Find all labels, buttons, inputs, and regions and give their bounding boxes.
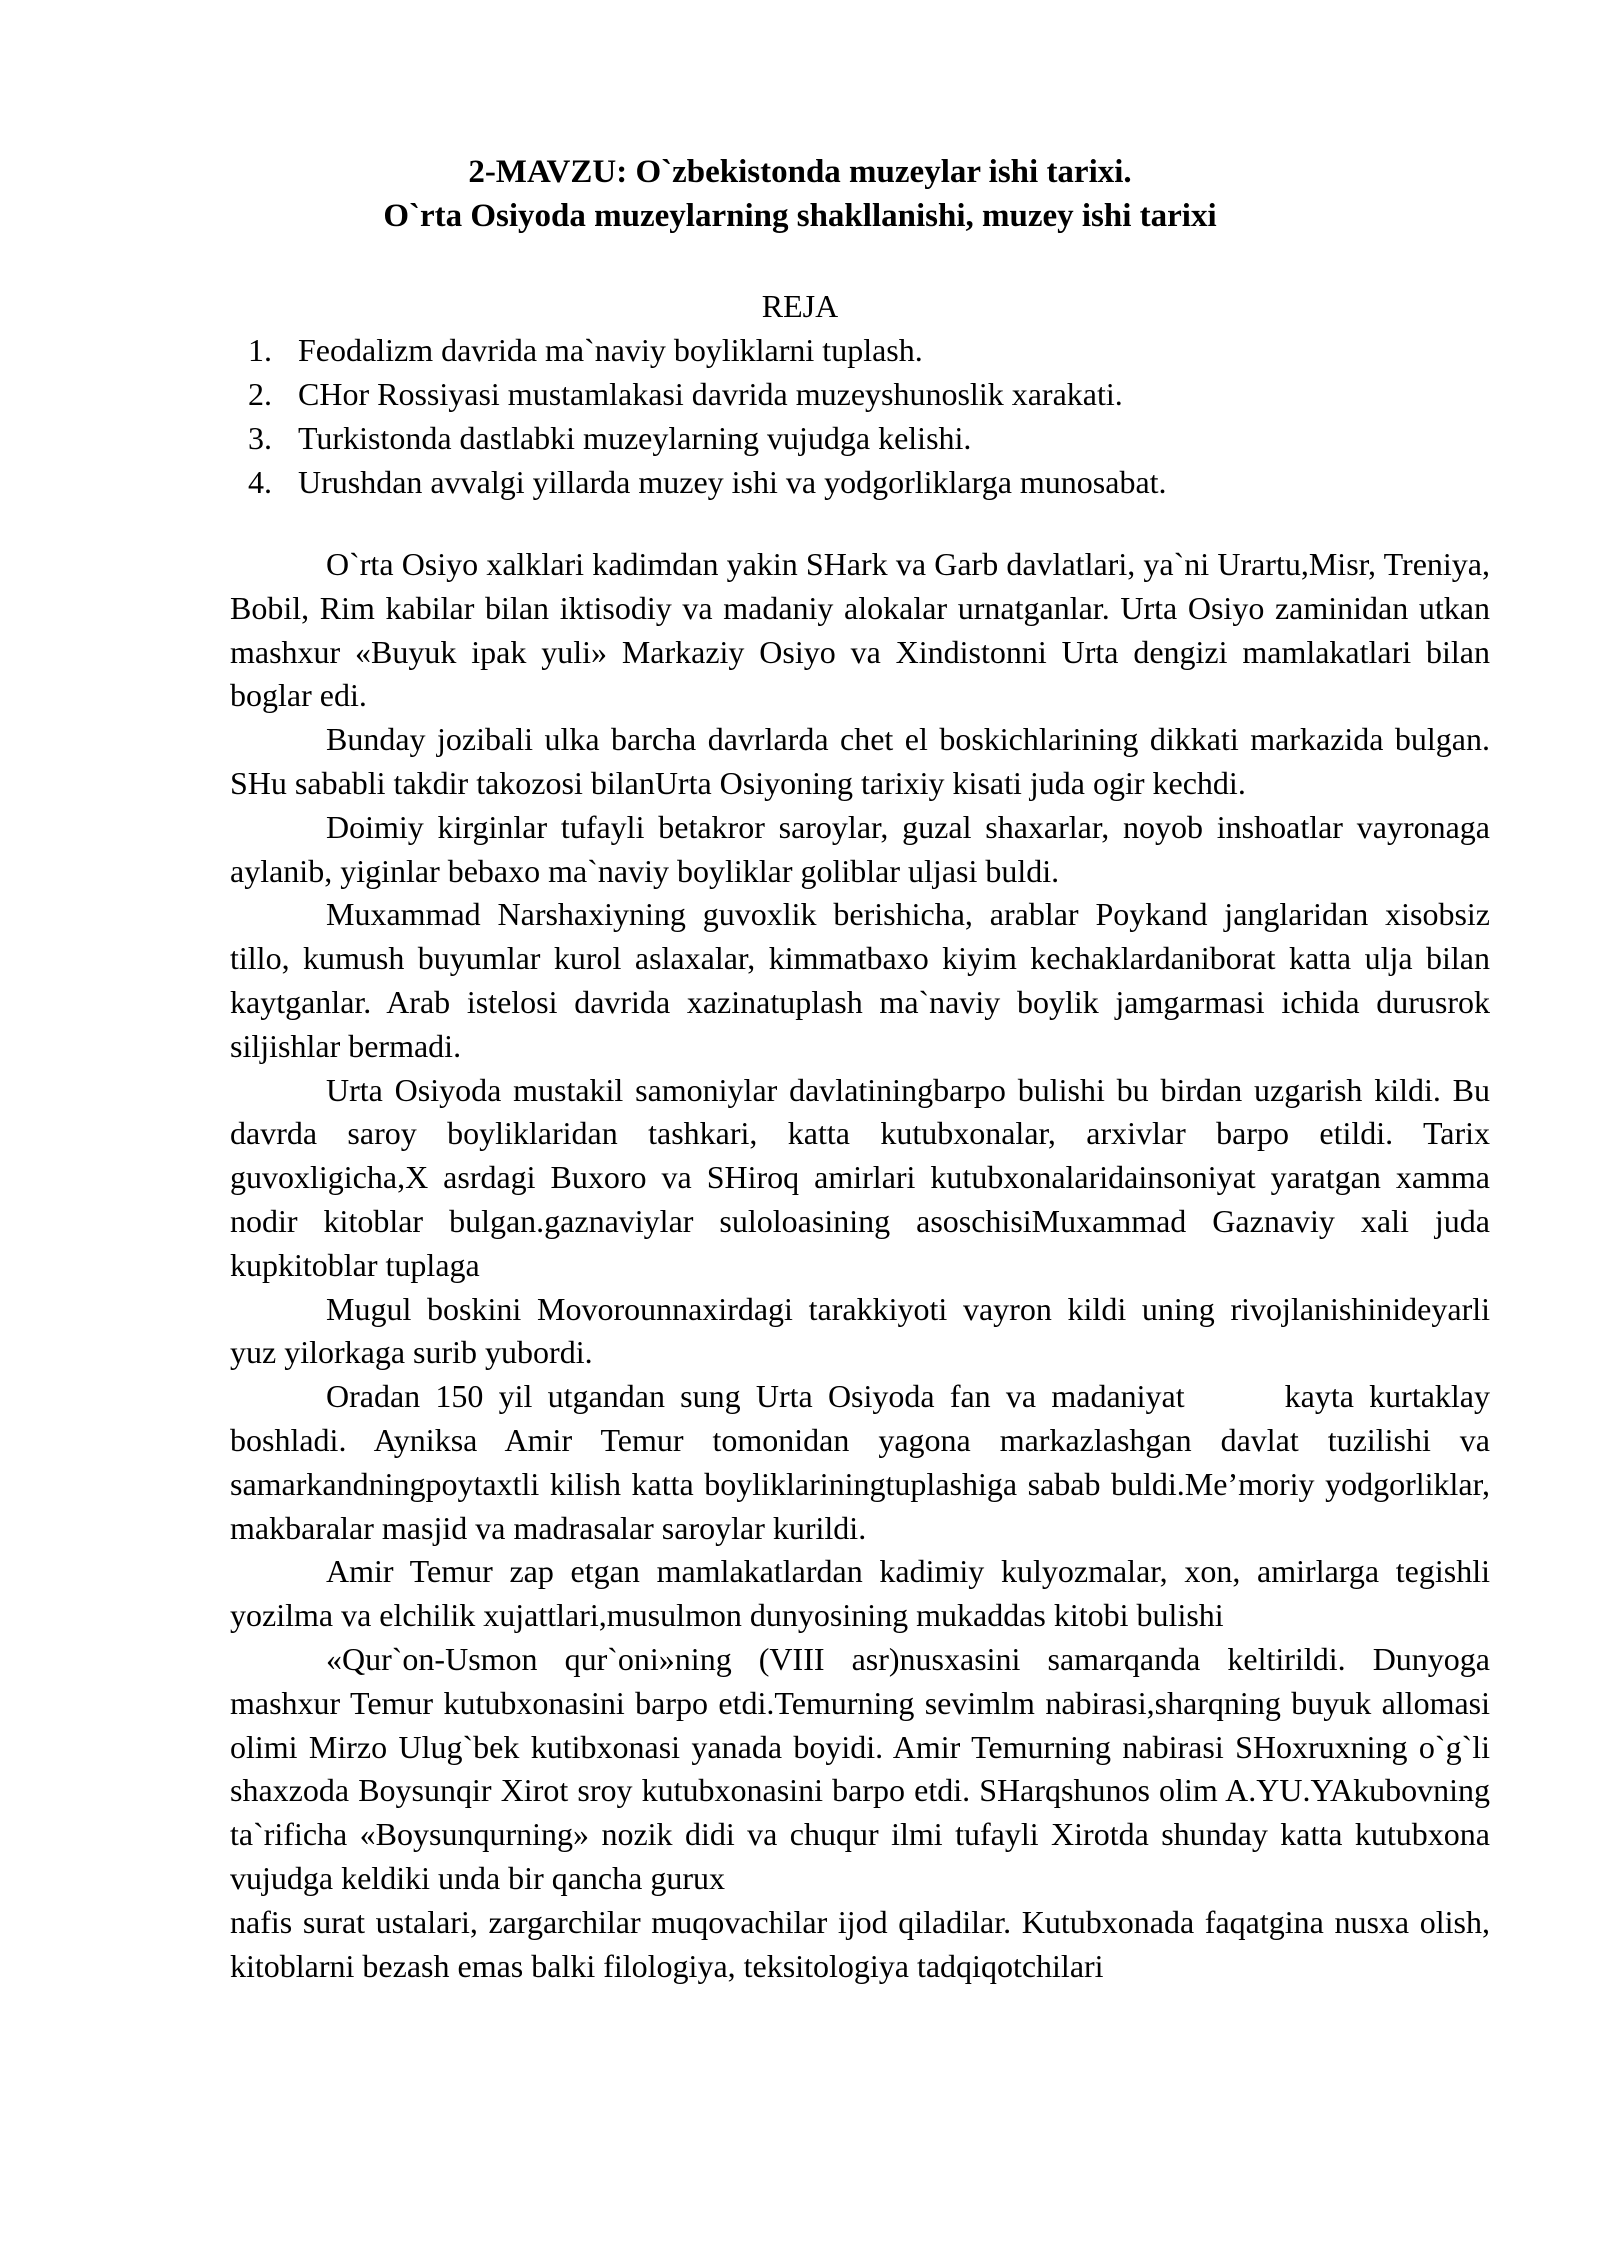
paragraph-text: Oradan 150 yil utgandan sung Urta Osiyoda fan va madaniyat [326,1378,1185,1415]
plan-item [230,372,1470,416]
plan-item-text: Turkistonda dastlabki muzeylarning vujudga kelishi. [298,420,972,456]
plan-item-text: Feodalizm davrida ma`naviy boyliklarni tuplash. [298,332,923,368]
body-paragraph: Bunday jozibali ulka barcha davrlarda chet el boskichlarining dikkati markazida bulgan. SHu sababli takdir takozosi bilanUrta Osiyoning tarixiy kisati juda ogir kechdi. [230,721,1490,801]
body-paragraph: Mugul boskini Movorounnaxirdagi tarakkiyoti vayron kildi uning rivojlanishinideyarli yuz yilorkaga surib yubordi. [230,1290,1490,1371]
body-paragraph: «Qur`on-Usmon qur`oni»ning (VIII asr)nusxasini samarqanda keltirildi. Dunyoga mashxur Temur kutubxonasini barpo etdi.Temurning sevimlm nabirasi,sharqning buyuk allomasi olimi Mirzo Ulug`bek kutibxonasi yanada boyidi. Amir Temurning nabirasi SHoxruxning o`g`li shaxzoda Boysunqir Xirot sroy kutubxonasini barpo etdi. SHarqshunos olim A.YU.YAkubovning ta`rificha «Boysunqurning» nozik didi va chuqur ilmi tufayli Xirotda shunday katta kutubxona vujudga keldiki unda bir qancha gurux [230,1640,1490,1896]
document-title [230,150,1370,238]
plan-list [230,328,1470,504]
body-paragraph: O`rta Osiyo xalklari kadimdan yakin SHark va Garb davlatlari, ya`ni Urartu,Misr, Treniya, Bobil, Rim kabilar bilan iktisodiy va madaniy alokalar urnatganlar. Urta Osiyo zaminidan utkan mashxur «Buyuk ipak yuli» Markaziy Osiyo va Xindistonni Urta dengizi mamlakatlari bilan boglar edi. [230,546,1490,714]
plan-item-number: 2. [248,376,272,412]
body-paragraph: Urta Osiyoda mustakil samoniylar davlatiningbarpo bulishi bu birdan uzgarish kildi. Bu davrda saroy boyliklaridan tashkari, katta kutubxonalar, arxivlar barpo etildi. Tarix guvoxligicha,X asrdagi Buxoro va SHiroq amirlari kutubxonalaridainsoniyat yaratgan xamma nodir kitoblar bulgan.gaznaviylar suloloasining asoschisiMuxammad Gaznaviy xali juda kupkitoblar tuplaga [230,1071,1490,1283]
document-body [230,543,1490,1988]
plan-item [230,416,1470,460]
body-paragraph: nafis surat ustalari, zargarchilar muqovachilar ijod qiladilar. Kutubxonada faqatgina nusxa olish, kitoblarni bezash emas balki filologiya, teksitologiya tadqiqotchilari [230,1903,1490,1984]
title-line-1: 2-MAVZU: O`zbekistonda muzeylar ishi tarixi. [468,154,1132,190]
plan-item-text: Urushdan avvalgi yillarda muzey ishi va yodgorliklarga munosabat. [298,464,1167,500]
body-paragraph: Doimiy kirginlar tufayli betakror saroylar, guzal shaxarlar, noyob inshoatlar vayronaga aylanib, yiginlar bebaxo ma`naviy boyliklar goliblar uljasi buldi. [230,808,1490,889]
plan-item-number: 1. [248,332,272,368]
body-paragraph [230,1375,1490,1550]
plan-item [230,328,1470,372]
paragraph-text: kayta kurtaklay boshladi. Ayniksa Amir Temur tomonidan yagona markazlashgan davlat tuzilishi va samarkandningpoytaxtli kilish katta boyliklariningtuplashiga sabab buldi.Me’moriy yodgorliklar, makbaralar masjid va madrasalar saroylar kurildi. [230,1378,1491,1546]
plan-heading: REJA [761,288,839,324]
plan-item-text: CHor Rossiyasi mustamlakasi davrida muzeyshunoslik xarakati. [298,376,1123,412]
plan-item-number: 4. [248,464,272,500]
body-paragraph: Amir Temur zap etgan mamlakatlardan kadimiy kulyozmalar, xon, amirlarga tegishli yozilma va elchilik xujattlari,musulmon dunyosining mukaddas kitobi bulishi [230,1553,1490,1634]
title-line-2: O`rta Osiyoda muzeylarning shakllanishi, muzey ishi tarixi [383,198,1217,234]
body-paragraph: Muxammad Narshaxiyning guvoxlik berishicha, arablar Poykand janglaridan xisobsiz tillo, kumush buyumlar kurol aslaxalar, kimmatbaxo kiyim kechaklardaniborat katta ulja bilan kaytganlar. Arab istelosi davrida xazinatuplash ma`naviy boylik jamgarmasi ichida durusrok siljishlar bermadi. [230,896,1490,1064]
plan-item-number: 3. [248,420,272,456]
plan-item [230,460,1470,504]
